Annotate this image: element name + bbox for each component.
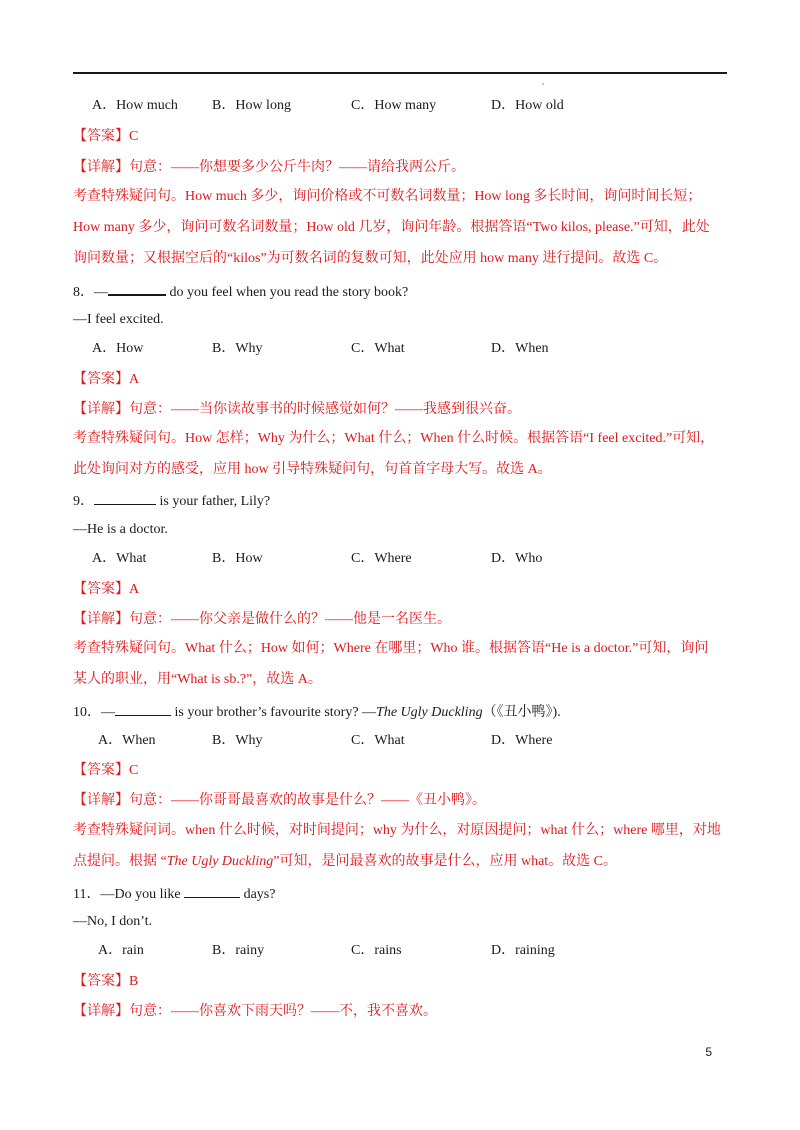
q9-option-a: A．What: [92, 551, 147, 566]
q7-option-c: C．How many: [351, 98, 437, 113]
q11-option-a: A．rain: [98, 943, 144, 958]
answer-tag: 【答案】: [73, 582, 129, 597]
q7-explanation-1: 考查特殊疑问句。How much 多少，询问价格或不可数名词数量；How long 多长时间，询问时间长短；: [73, 189, 702, 204]
header-rule: [73, 72, 727, 74]
detail-text: 句意：——当你读故事书的时候感觉如何？——我感到很兴奋。: [129, 402, 521, 417]
q7-option-b: B．How long: [212, 98, 291, 113]
q10-option-d: D．Where: [491, 733, 553, 748]
page-number: 5: [705, 1045, 712, 1059]
q7-answer: [73, 127, 138, 147]
q9-option-b: B．How: [212, 551, 263, 566]
q8-option-a: A．How: [92, 341, 144, 356]
q11-option-d: D．raining: [491, 943, 555, 958]
header-dot: [542, 83, 544, 85]
q11-answer: [73, 972, 138, 992]
q8-stem: [73, 280, 408, 303]
question-number: 11．—Do you like: [73, 887, 185, 902]
q8-option-b: B．Why: [212, 341, 263, 356]
answer-value: A: [129, 582, 140, 597]
q8-explanation-2: 此处询问对方的感受，应用 how 引导特殊疑问句，句首首字母大写。故选 A。: [73, 462, 552, 477]
q9-detail: [73, 610, 451, 630]
answer-blank: [115, 701, 171, 716]
q11-detail: [73, 1002, 437, 1022]
q10-answer: [73, 761, 138, 781]
q9-explanation-2: 某人的职业，用“What is sb.?”，故选 A。: [73, 672, 322, 687]
q8-detail: [73, 400, 521, 420]
q8-explanation-1: 考查特殊疑问句。How 怎样；Why 为什么；What 什么；When 什么时候。根据答语“I feel excited.”可知，: [73, 431, 715, 446]
answer-value: B: [129, 974, 139, 989]
q8-reply: —I feel excited.: [73, 312, 164, 327]
q11-option-c: C．rains: [351, 943, 402, 958]
q10-option-b: B．Why: [212, 733, 263, 748]
answer-blank: [108, 280, 166, 296]
q11-reply: —No, I don’t.: [73, 914, 153, 929]
question-text: days?: [240, 887, 276, 902]
detail-text: 句意：——你父亲是做什么的？——他是一名医生。: [129, 612, 451, 627]
answer-tag: 【答案】: [73, 974, 129, 989]
q9-explanation-1: 考查特殊疑问句。What 什么；How 如何；Where 在哪里；Who 谁。根据答语“He is a doctor.”可知，询问: [73, 641, 709, 656]
detail-tag: 【详解】: [73, 793, 129, 808]
q10-option-a: A．When: [98, 733, 156, 748]
answer-value: A: [129, 372, 140, 387]
q9-reply: —He is a doctor.: [73, 522, 168, 537]
question-number: 10．—: [73, 705, 115, 720]
q11-stem: [73, 883, 275, 905]
q10-explanation-1: 考查特殊疑问词。when 什么时候，对时间提问；why 为什么，对原因提问；what 什么；where 哪里，对地: [73, 823, 721, 838]
answer-value: C: [129, 129, 139, 144]
q9-stem: [73, 490, 270, 512]
explanation-text: ”可知，是问最喜欢的故事是什么，应用 what。故选 C。: [273, 854, 618, 869]
question-number: 8．—: [73, 285, 108, 300]
q9-option-c: C．Where: [351, 551, 412, 566]
question-tail: （《丑小鸭》).: [482, 705, 561, 720]
detail-tag: 【详解】: [73, 612, 129, 627]
answer-blank: [94, 490, 156, 505]
q11-option-b: B．rainy: [212, 943, 265, 958]
detail-text: 句意：——你想要多少公斤牛肉？——请给我两公斤。: [129, 160, 465, 175]
detail-text: 句意：——你喜欢下雨天吗？——不，我不喜欢。: [129, 1004, 437, 1019]
question-text: is your father, Lily?: [156, 494, 271, 509]
q10-detail: [73, 791, 486, 811]
detail-tag: 【详解】: [73, 402, 129, 417]
answer-value: C: [129, 763, 139, 778]
q8-option-c: C．What: [351, 341, 405, 356]
answer-blank: [184, 883, 240, 898]
story-title: The Ugly Duckling: [166, 854, 274, 869]
question-number: 9．: [73, 494, 94, 509]
detail-tag: 【详解】: [73, 1004, 129, 1019]
q7-detail: [73, 158, 465, 178]
q7-option-d: D．How old: [491, 98, 564, 113]
q7-explanation-3: 询问数量；又根据空后的“kilos”为可数名词的复数可知，此处应用 how many 进行提问。故选 C。: [73, 251, 668, 266]
q8-option-d: D．When: [491, 341, 549, 356]
q8-answer: [73, 370, 139, 390]
explanation-text: 点提问。根据 “: [73, 854, 167, 869]
question-text: do you feel when you read the story book?: [166, 285, 409, 300]
q9-option-d: D．Who: [491, 551, 543, 566]
story-title: The Ugly Duckling: [376, 705, 483, 720]
question-text: is your brother’s favourite story? —: [171, 705, 377, 720]
q10-stem: [73, 701, 561, 723]
answer-tag: 【答案】: [73, 129, 129, 144]
q10-explanation-2: [73, 852, 617, 872]
answer-tag: 【答案】: [73, 763, 129, 778]
detail-text: 句意：——你哥哥最喜欢的故事是什么？——《丑小鸭》。: [129, 793, 486, 808]
q7-option-a: A．How much: [92, 98, 178, 113]
q7-explanation-2: How many 多少，询问可数名词数量；How old 几岁，询问年龄。根据答语“Two kilos, please.”可知，此处: [73, 220, 710, 235]
q10-option-c: C．What: [351, 733, 405, 748]
q9-answer: [73, 580, 139, 600]
detail-tag: 【详解】: [73, 160, 129, 175]
answer-tag: 【答案】: [73, 372, 129, 387]
